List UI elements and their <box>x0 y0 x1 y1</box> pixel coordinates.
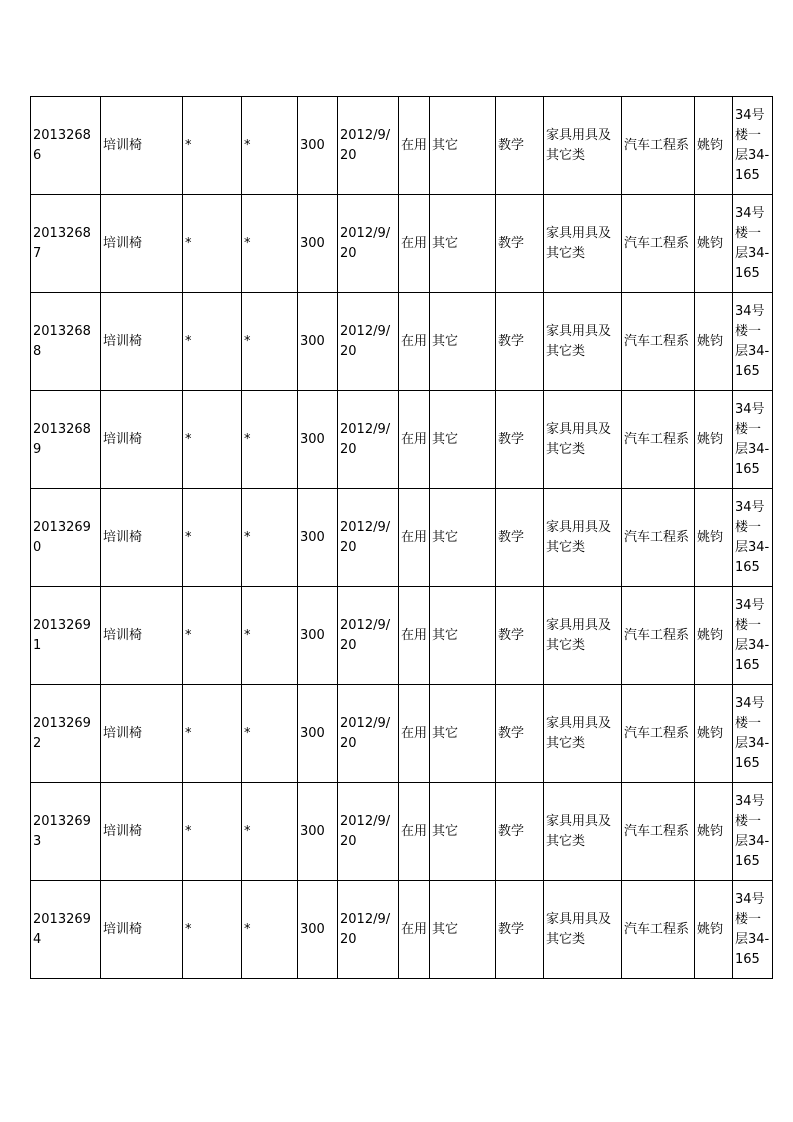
status-cell: 在用 <box>399 685 430 783</box>
custodian-cell: 姚钧 <box>695 293 733 391</box>
price-cell: 300 <box>298 587 338 685</box>
custodian-cell: 姚钧 <box>695 489 733 587</box>
model-cell: * <box>183 97 242 195</box>
model-cell: * <box>183 685 242 783</box>
source-cell: 其它 <box>430 97 496 195</box>
date-cell: 2012/9/20 <box>338 293 399 391</box>
location-cell: 34号楼一层34-165 <box>733 97 773 195</box>
asset-id-cell: 20132694 <box>31 881 101 979</box>
department-cell: 汽车工程系 <box>622 195 695 293</box>
source-cell: 其它 <box>430 391 496 489</box>
custodian-cell: 姚钧 <box>695 195 733 293</box>
usage-cell: 教学 <box>496 783 544 881</box>
price-cell: 300 <box>298 881 338 979</box>
source-cell: 其它 <box>430 587 496 685</box>
table-row <box>31 293 773 391</box>
asset-name-cell: 培训椅 <box>101 783 183 881</box>
date-cell: 2012/9/20 <box>338 783 399 881</box>
location-cell: 34号楼一层34-165 <box>733 195 773 293</box>
spec-cell: * <box>242 881 298 979</box>
department-cell: 汽车工程系 <box>622 489 695 587</box>
date-cell: 2012/9/20 <box>338 195 399 293</box>
date-cell: 2012/9/20 <box>338 97 399 195</box>
department-cell: 汽车工程系 <box>622 685 695 783</box>
asset-id-cell: 20132688 <box>31 293 101 391</box>
asset-name-cell: 培训椅 <box>101 97 183 195</box>
status-cell: 在用 <box>399 587 430 685</box>
source-cell: 其它 <box>430 685 496 783</box>
asset-id-cell: 20132690 <box>31 489 101 587</box>
category-cell: 家具用具及其它类 <box>544 293 622 391</box>
usage-cell: 教学 <box>496 391 544 489</box>
asset-id-cell: 20132689 <box>31 391 101 489</box>
status-cell: 在用 <box>399 97 430 195</box>
table-row <box>31 783 773 881</box>
location-cell: 34号楼一层34-165 <box>733 685 773 783</box>
asset-id-cell: 20132691 <box>31 587 101 685</box>
location-cell: 34号楼一层34-165 <box>733 489 773 587</box>
table-row <box>31 195 773 293</box>
spec-cell: * <box>242 97 298 195</box>
custodian-cell: 姚钧 <box>695 881 733 979</box>
source-cell: 其它 <box>430 881 496 979</box>
date-cell: 2012/9/20 <box>338 685 399 783</box>
table-row <box>31 489 773 587</box>
status-cell: 在用 <box>399 391 430 489</box>
category-cell: 家具用具及其它类 <box>544 783 622 881</box>
price-cell: 300 <box>298 97 338 195</box>
category-cell: 家具用具及其它类 <box>544 489 622 587</box>
department-cell: 汽车工程系 <box>622 881 695 979</box>
spec-cell: * <box>242 685 298 783</box>
status-cell: 在用 <box>399 489 430 587</box>
usage-cell: 教学 <box>496 293 544 391</box>
spec-cell: * <box>242 587 298 685</box>
asset-name-cell: 培训椅 <box>101 685 183 783</box>
source-cell: 其它 <box>430 783 496 881</box>
custodian-cell: 姚钧 <box>695 587 733 685</box>
source-cell: 其它 <box>430 489 496 587</box>
spec-cell: * <box>242 195 298 293</box>
table-row <box>31 391 773 489</box>
asset-name-cell: 培训椅 <box>101 195 183 293</box>
status-cell: 在用 <box>399 293 430 391</box>
price-cell: 300 <box>298 489 338 587</box>
department-cell: 汽车工程系 <box>622 783 695 881</box>
source-cell: 其它 <box>430 293 496 391</box>
model-cell: * <box>183 783 242 881</box>
asset-table <box>30 96 773 979</box>
category-cell: 家具用具及其它类 <box>544 881 622 979</box>
asset-name-cell: 培训椅 <box>101 489 183 587</box>
date-cell: 2012/9/20 <box>338 391 399 489</box>
source-cell: 其它 <box>430 195 496 293</box>
spec-cell: * <box>242 391 298 489</box>
price-cell: 300 <box>298 391 338 489</box>
model-cell: * <box>183 195 242 293</box>
price-cell: 300 <box>298 195 338 293</box>
date-cell: 2012/9/20 <box>338 881 399 979</box>
category-cell: 家具用具及其它类 <box>544 587 622 685</box>
category-cell: 家具用具及其它类 <box>544 685 622 783</box>
location-cell: 34号楼一层34-165 <box>733 587 773 685</box>
department-cell: 汽车工程系 <box>622 97 695 195</box>
usage-cell: 教学 <box>496 195 544 293</box>
asset-name-cell: 培训椅 <box>101 391 183 489</box>
price-cell: 300 <box>298 293 338 391</box>
date-cell: 2012/9/20 <box>338 587 399 685</box>
price-cell: 300 <box>298 783 338 881</box>
category-cell: 家具用具及其它类 <box>544 391 622 489</box>
table-row <box>31 587 773 685</box>
custodian-cell: 姚钧 <box>695 391 733 489</box>
location-cell: 34号楼一层34-165 <box>733 293 773 391</box>
asset-id-cell: 20132693 <box>31 783 101 881</box>
table-row <box>31 97 773 195</box>
department-cell: 汽车工程系 <box>622 587 695 685</box>
table-body <box>31 97 773 979</box>
table-row <box>31 685 773 783</box>
price-cell: 300 <box>298 685 338 783</box>
status-cell: 在用 <box>399 881 430 979</box>
spec-cell: * <box>242 293 298 391</box>
category-cell: 家具用具及其它类 <box>544 195 622 293</box>
date-cell: 2012/9/20 <box>338 489 399 587</box>
usage-cell: 教学 <box>496 587 544 685</box>
custodian-cell: 姚钧 <box>695 783 733 881</box>
asset-id-cell: 20132686 <box>31 97 101 195</box>
model-cell: * <box>183 293 242 391</box>
category-cell: 家具用具及其它类 <box>544 97 622 195</box>
spec-cell: * <box>242 489 298 587</box>
asset-name-cell: 培训椅 <box>101 587 183 685</box>
usage-cell: 教学 <box>496 97 544 195</box>
asset-id-cell: 20132692 <box>31 685 101 783</box>
model-cell: * <box>183 881 242 979</box>
asset-id-cell: 20132687 <box>31 195 101 293</box>
location-cell: 34号楼一层34-165 <box>733 783 773 881</box>
department-cell: 汽车工程系 <box>622 391 695 489</box>
table-row <box>31 881 773 979</box>
model-cell: * <box>183 391 242 489</box>
location-cell: 34号楼一层34-165 <box>733 881 773 979</box>
location-cell: 34号楼一层34-165 <box>733 391 773 489</box>
model-cell: * <box>183 489 242 587</box>
custodian-cell: 姚钧 <box>695 97 733 195</box>
asset-name-cell: 培训椅 <box>101 293 183 391</box>
status-cell: 在用 <box>399 195 430 293</box>
department-cell: 汽车工程系 <box>622 293 695 391</box>
spec-cell: * <box>242 783 298 881</box>
model-cell: * <box>183 587 242 685</box>
usage-cell: 教学 <box>496 489 544 587</box>
custodian-cell: 姚钧 <box>695 685 733 783</box>
asset-name-cell: 培训椅 <box>101 881 183 979</box>
status-cell: 在用 <box>399 783 430 881</box>
usage-cell: 教学 <box>496 685 544 783</box>
usage-cell: 教学 <box>496 881 544 979</box>
